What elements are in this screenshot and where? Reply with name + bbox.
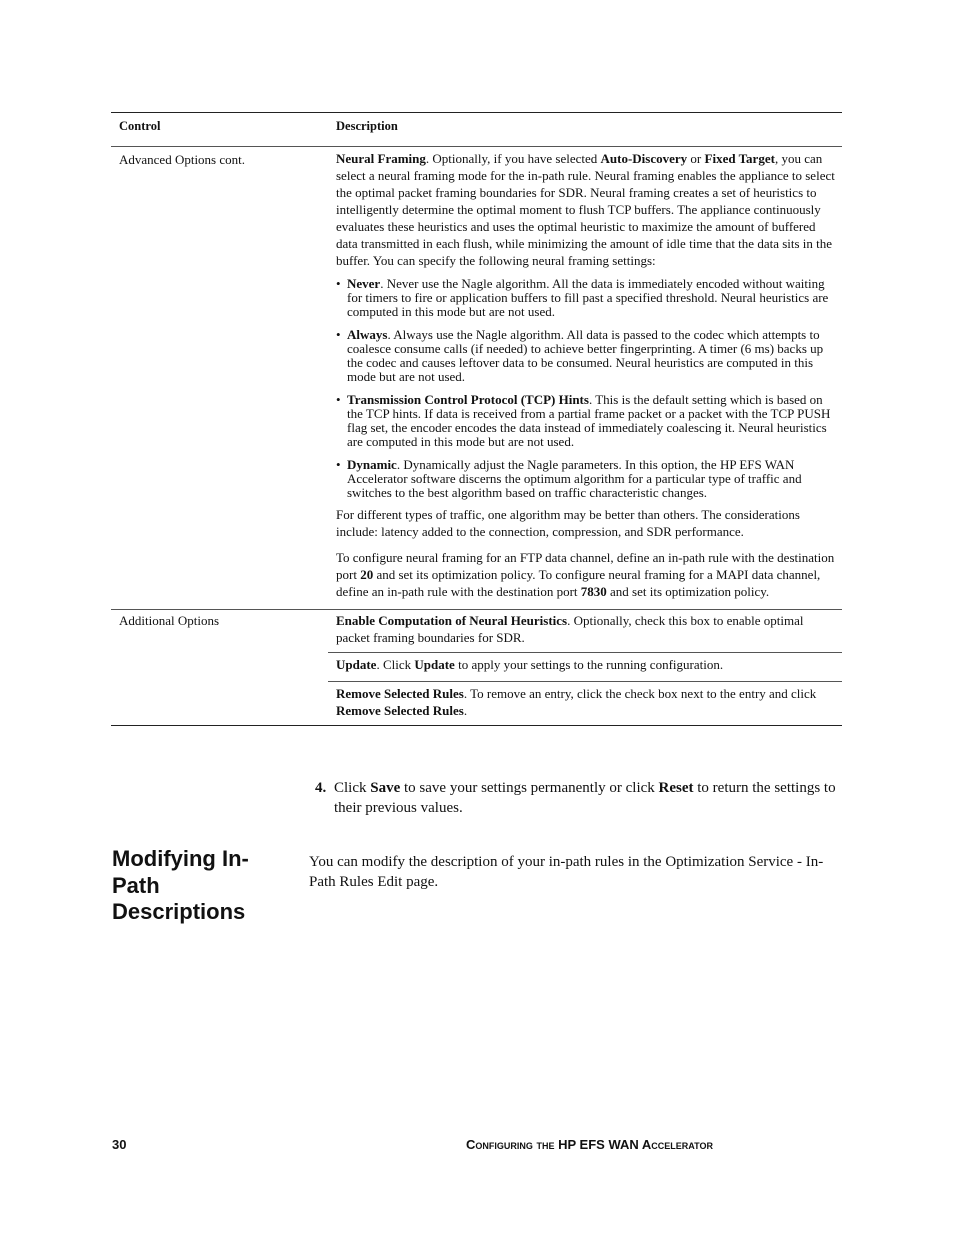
header-control: Control [119,119,161,133]
step-text: Click Save to save your settings permanently or click Reset to return the settings to their previous values. [334,780,836,816]
remove-description: Remove Selected Rules. To remove an entry, click the check box next to the entry and click Remove Selected Rules. [336,686,817,718]
list-item-always: • Always. Always use the Nagle algorithm. All data is passed to the codec which attempts to coalesce consume calls (if needed) to achieve better fingerprinting. A timer (6 ms) backs up the codec and causes leftover data to be consumed. Neural heuristics are computed in this mode but are not used. [336,327,824,384]
table-header-row [111,113,842,146]
control-cell: Advanced Options cont. [119,152,246,167]
enable-heuristics-description: Enable Computation of Neural Heuristics. Optionally, check this box to enable optimal packet framing boundaries for SDR. [336,613,804,645]
remove-subcell [328,681,842,725]
ftp-mapi-paragraph: To configure neural framing for an FTP data channel, define an in-path rule with the destination port 20 and set its optimization policy. To configure neural framing for a MAPI data channel, define an in-path rule with the destination port 7830 and set its optimization policy. [336,550,835,599]
table-row-advanced-options [111,146,842,609]
header-description: Description [336,119,398,133]
list-item-never: • Never. Never use the Nagle algorithm. All the data is immediately encoded without waiting for timers to fire or application buffers to fill past a specified threshold. Neural heuristics are computed in this mode but are not used. [336,276,829,319]
neural-framing-modes-list [336,277,836,500]
table-bottom-rule [111,725,842,726]
running-title: Configuring the HP EFS WAN Accelerator [466,1137,713,1152]
step-4 [315,779,845,818]
table-row-additional-options [111,609,842,725]
options-table [111,112,842,726]
step-number: 4. [315,780,327,796]
control-cell: Additional Options [119,613,220,628]
considerations-paragraph: For different types of traffic, one algorithm may be better than others. The considerations include: latency added to the connection, compression, and SDR performance. [336,507,800,539]
list-item-tcp-hints: • Transmission Control Protocol (TCP) Hints. This is the default setting which is based on the TCP hints. If data is received from a partial frame packet or a packet with the TCP PUSH flag set, the encoder encodes the data instead of immediately coalescing it. Neural heuristics are computed in this mode but are not used. [336,392,831,449]
neural-framing-intro: Neural Framing. Optionally, if you have selected Auto-Discovery or Fixed Target, you can select a neural framing mode for the in-path rule. Neural framing enables the appliance to select the optimal packet framing boundaries for SDR. Neural framing creates a set of heuristics to intelligently determine the optimal moment to flush TCP buffers. The appliance continuously evaluates these heuristics and uses the optimal heuristic to maximize the amount of buffered data transmitted in each flush, while minimizing the amount of idle time that the data sits in the buffer. You can specify the following neural framing settings: [336,151,835,268]
update-description: Update. Click Update to apply your settings to the running configuration. [336,657,724,672]
page-number: 30 [112,1137,127,1152]
update-subcell [328,652,842,681]
section-body: You can modify the description of your in-path rules in the Optimization Service - In-Path Rules Edit page. [309,854,824,890]
list-item-dynamic: • Dynamic. Dynamically adjust the Nagle parameters. In this option, the HP EFS WAN Accelerator software discerns the optimum algorithm for a particular type of traffic and switches to the best algorithm based on traffic characteristic changes. [336,457,802,500]
section-heading: Modifying In-Path Descriptions [112,846,249,924]
description-cell [336,147,836,609]
